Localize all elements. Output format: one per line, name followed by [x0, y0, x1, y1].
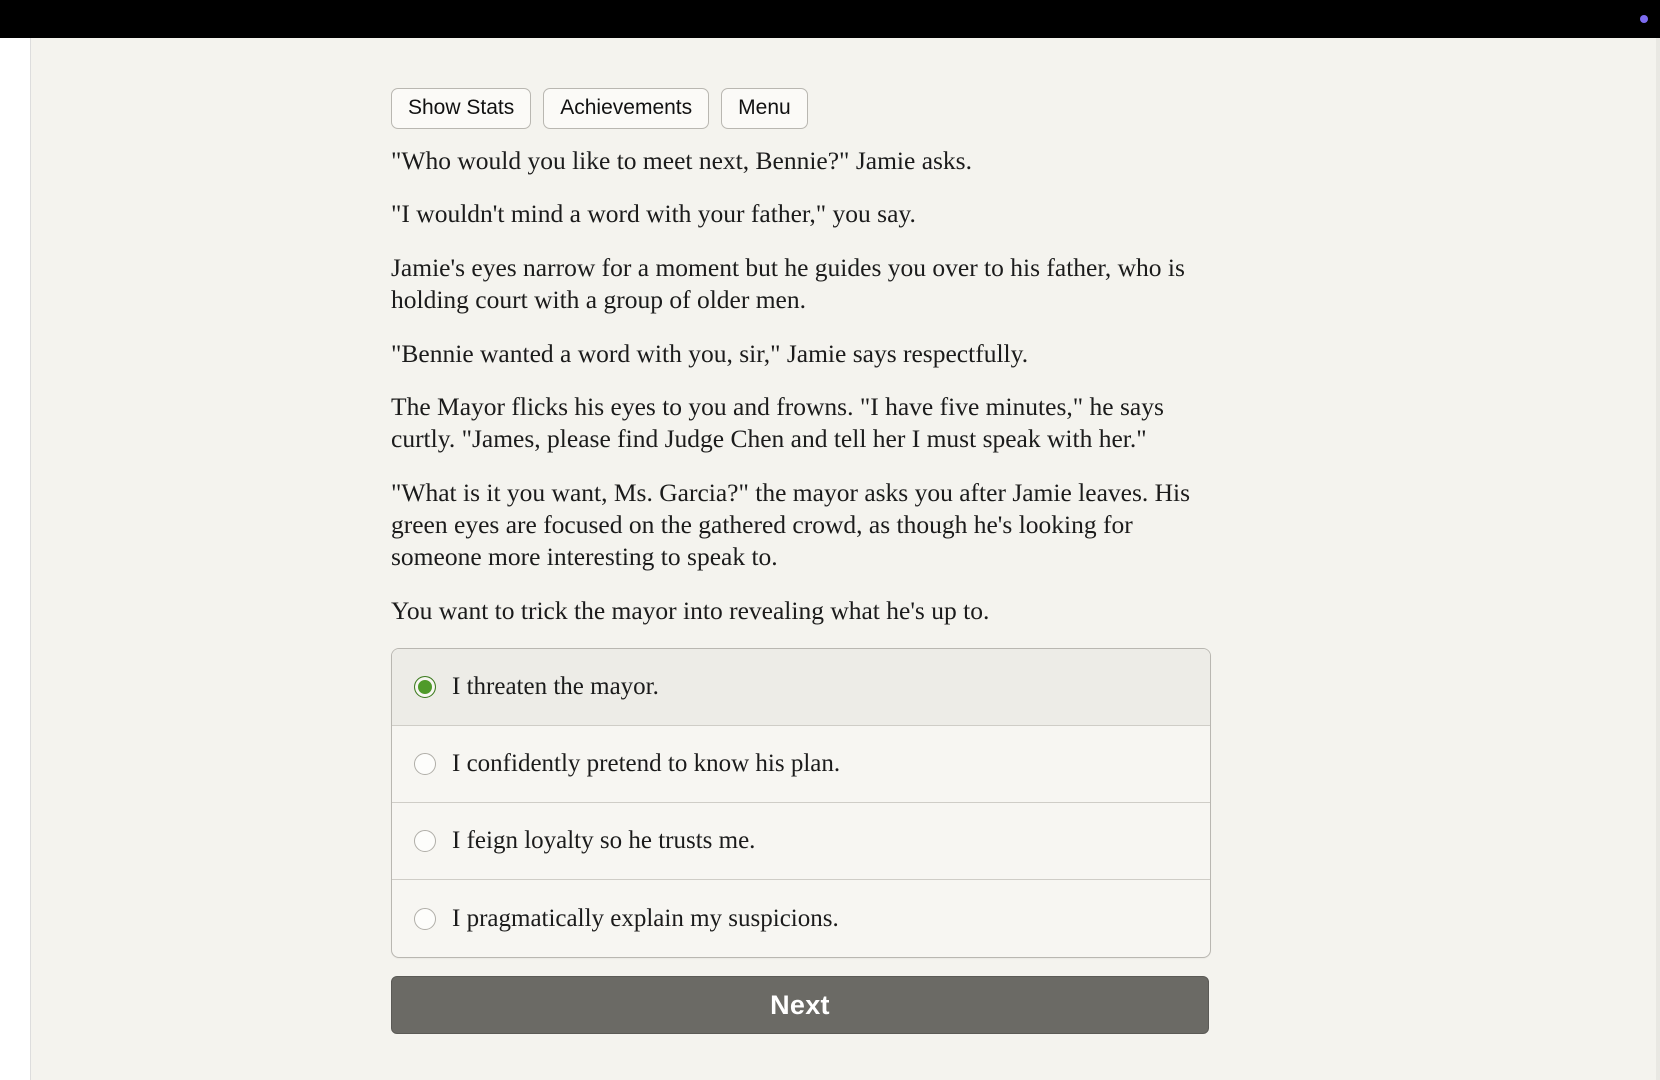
- story-text: [391, 145, 1261, 627]
- choice-label: I feign loyalty so he trusts me.: [452, 827, 756, 855]
- achievements-button[interactable]: Achievements: [543, 88, 709, 129]
- choice-list: [391, 648, 1211, 958]
- choice-label: I pragmatically explain my suspicions.: [452, 904, 839, 932]
- show-stats-button[interactable]: Show Stats: [391, 88, 531, 129]
- radio-icon[interactable]: [414, 676, 436, 698]
- story-prompt: You want to trick the mayor into revealing what he's up to.: [391, 595, 990, 625]
- status-dot-icon: [1640, 15, 1648, 23]
- choice-option[interactable]: [392, 803, 1210, 880]
- radio-icon[interactable]: [414, 908, 436, 930]
- story-paragraph: "Bennie wanted a word with you, sir," Jamie says respectfully.: [391, 338, 1029, 368]
- menu-button[interactable]: Menu: [721, 88, 808, 129]
- next-button[interactable]: Next: [391, 976, 1209, 1034]
- content-column: [391, 38, 1261, 1034]
- game-page: [0, 38, 1660, 1080]
- radio-icon[interactable]: [414, 830, 436, 852]
- story-paragraph: "I wouldn't mind a word with your father," you say.: [391, 199, 916, 229]
- choice-option[interactable]: [392, 726, 1210, 803]
- left-gutter: [0, 38, 31, 1080]
- choice-option[interactable]: [392, 649, 1210, 726]
- story-paragraph: "What is it you want, Ms. Garcia?" the mayor asks you after Jamie leaves. His green eyes are focused on the gathered crowd, as though he's looking for someone more interesting to speak to.: [391, 477, 1191, 572]
- browser-top-bar: [0, 0, 1660, 38]
- choice-label: I confidently pretend to know his plan.: [452, 750, 841, 778]
- choice-label: I threaten the mayor.: [452, 673, 659, 701]
- story-paragraph: Jamie's eyes narrow for a moment but he guides you over to his father, who is holding court with a group of older men.: [391, 252, 1185, 315]
- radio-icon[interactable]: [414, 753, 436, 775]
- toolbar: [391, 38, 1261, 129]
- story-paragraph: The Mayor flicks his eyes to you and frowns. "I have five minutes," he says curtly. "James, please find Judge Chen and tell her I must speak with her.": [391, 391, 1164, 454]
- scrollbar-track[interactable]: [1656, 38, 1660, 1080]
- story-paragraph: "Who would you like to meet next, Bennie?" Jamie asks.: [391, 146, 972, 176]
- choice-option[interactable]: [392, 880, 1210, 957]
